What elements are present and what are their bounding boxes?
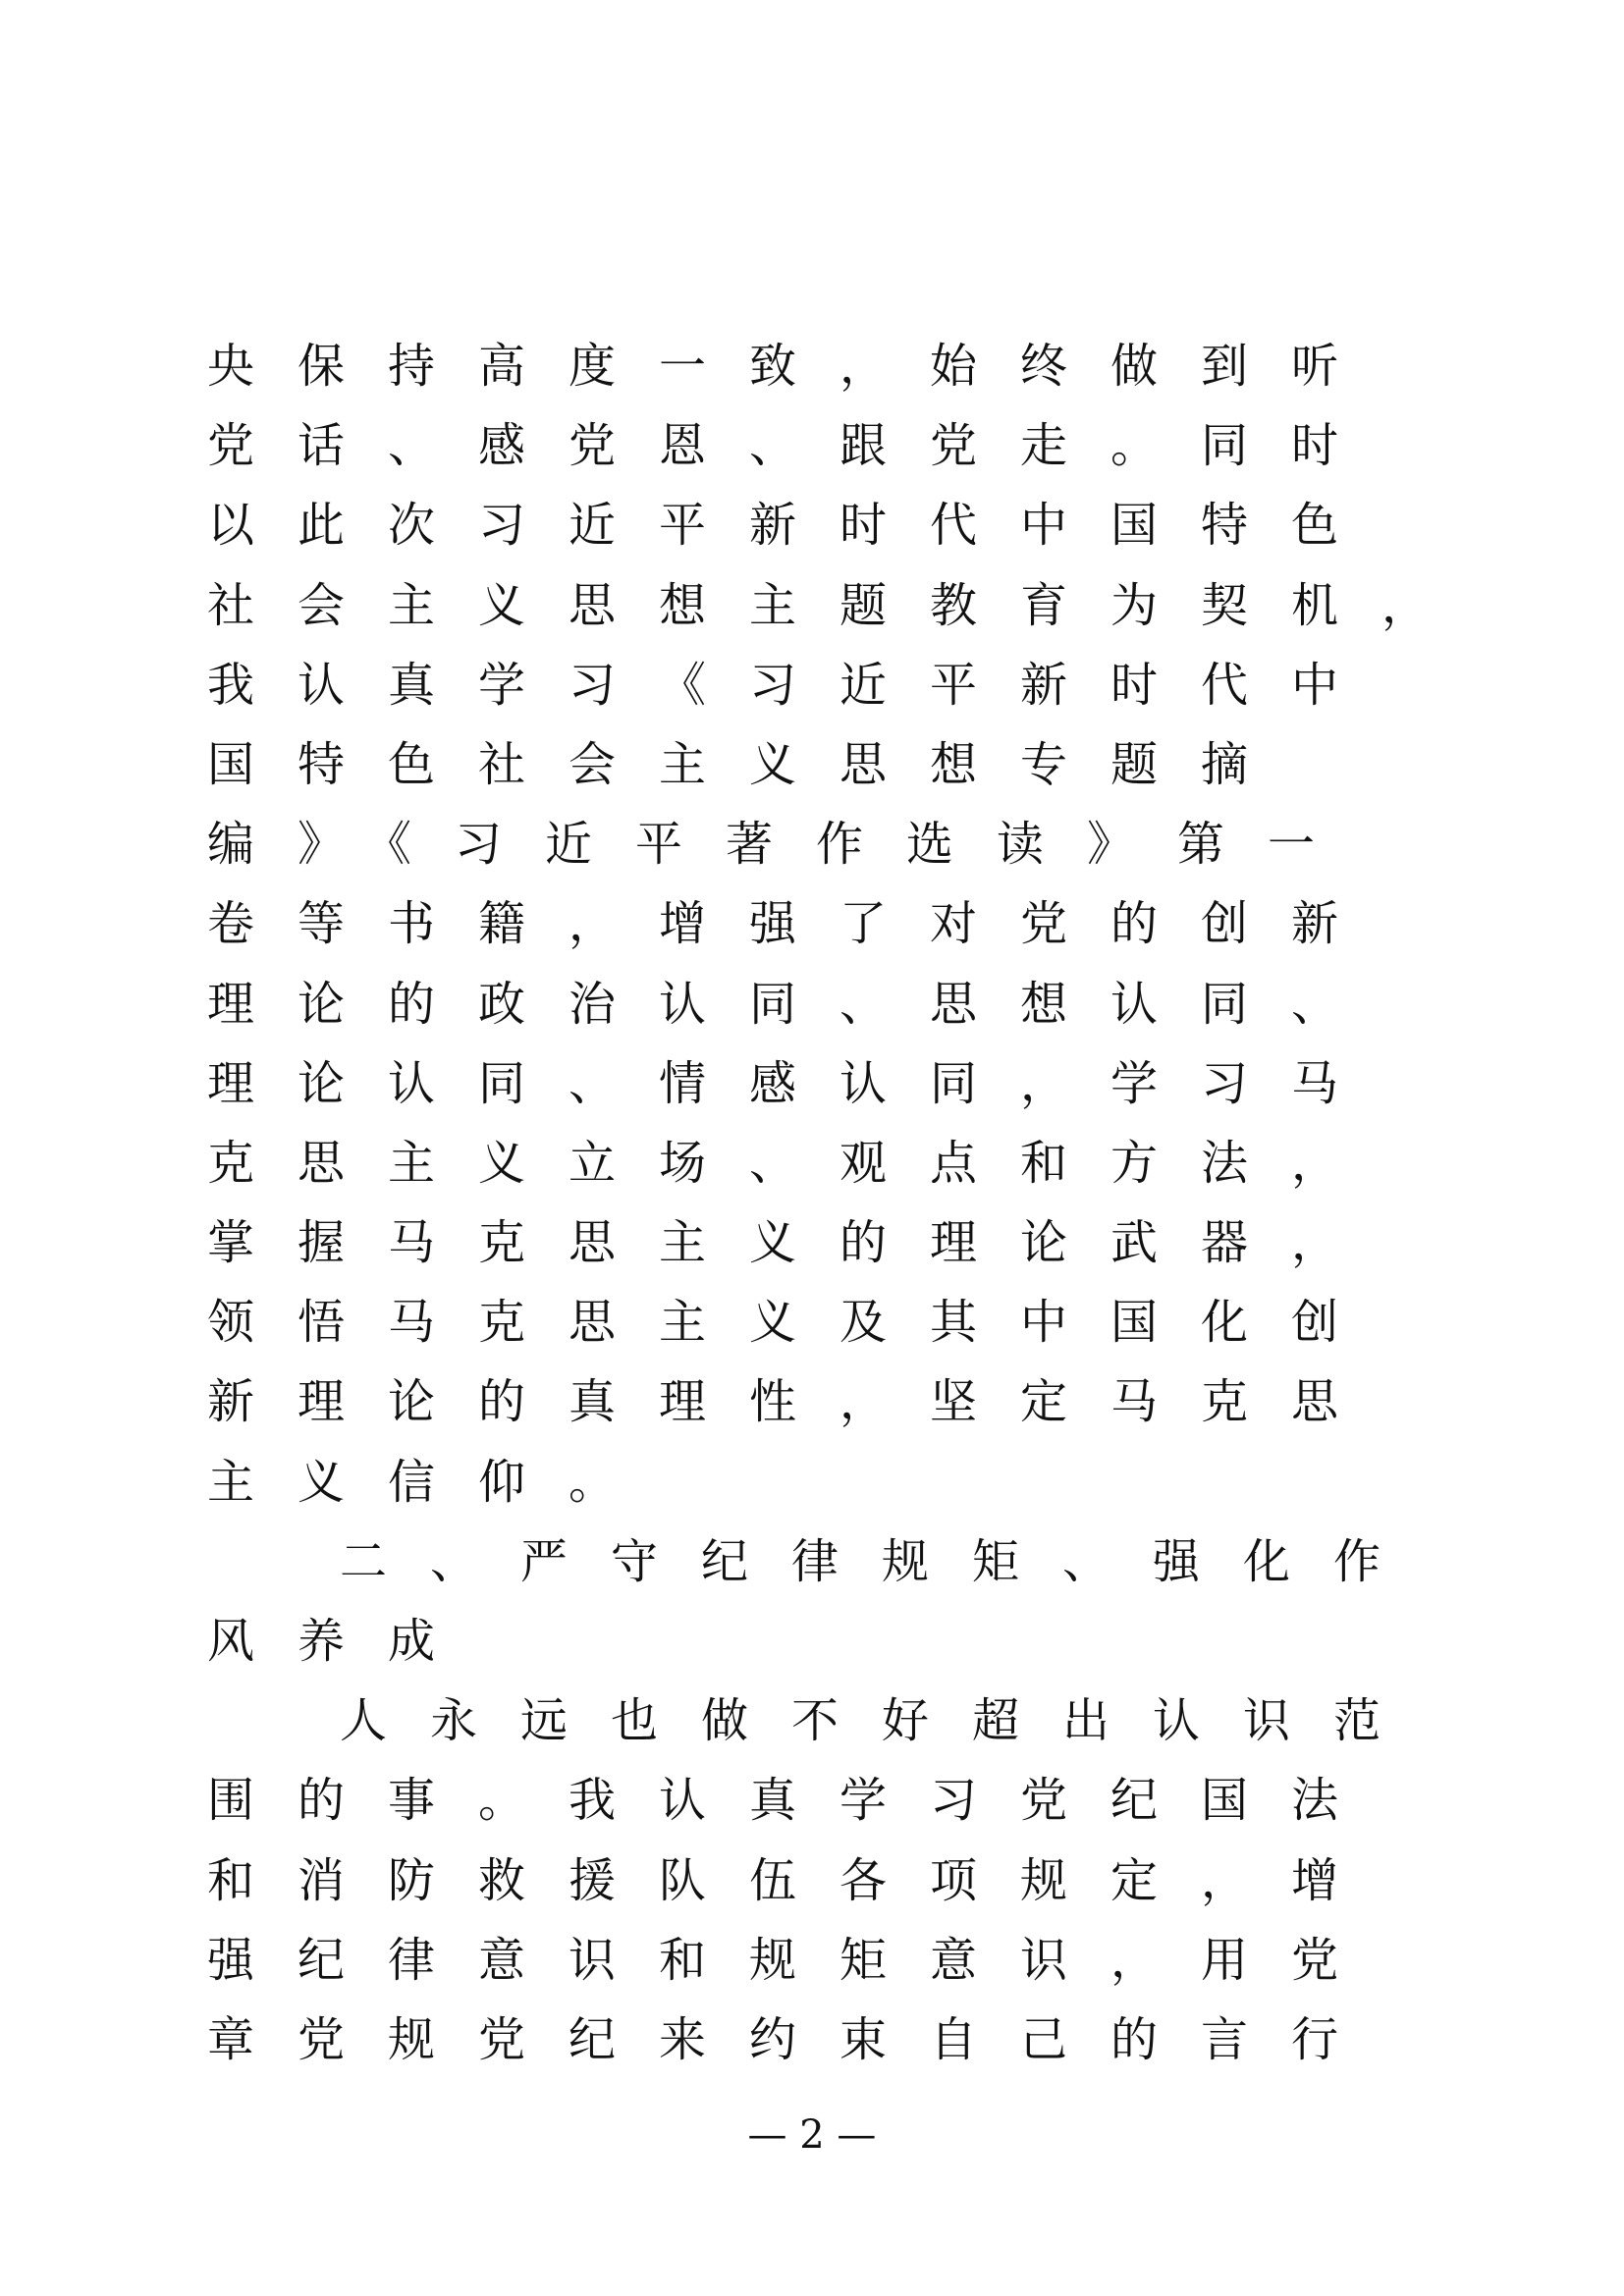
text-line: 领悟马克思主义及其中国化创 [207, 1295, 1382, 1351]
text-line: 人永远也做不好超出认识范 [340, 1693, 1425, 1749]
text-line: 我认真学习《习近平新时代中 [207, 657, 1382, 713]
text-line: 理论的政治认同、思想认同、 [207, 976, 1382, 1032]
text-line: 以此次习近平新时代中国特色 [207, 498, 1382, 554]
text-line: 新理论的真理性，坚定马克思 [207, 1374, 1382, 1430]
text-line: 主义信仰。 [207, 1454, 660, 1510]
text-line: 克思主义立场、观点和方法， [207, 1135, 1382, 1191]
text-line: 党话、感党恩、跟党走。同时 [207, 418, 1382, 474]
text-line: 国特色社会主义思想专题摘 [207, 736, 1292, 792]
text-line: 央保持高度一致，始终做到听 [207, 339, 1382, 394]
text-line: 围的事。我认真学习党纪国法 [207, 1773, 1382, 1829]
text-line: 章党规党纪来约束自己的言行 [207, 2011, 1382, 2067]
page-number: — 2 — [747, 2112, 877, 2158]
text-line: 卷等书籍，增强了对党的创新 [207, 896, 1382, 952]
text-line: 和消防救援队伍各项规定，增 [207, 1852, 1382, 1908]
text-line: 掌握马克思主义的理论武器， [207, 1215, 1382, 1271]
text-line: 社会主义思想主题教育为契机， [207, 577, 1473, 633]
text-line: 强纪律意识和规矩意识，用党 [207, 1932, 1382, 1988]
text-line: 理论认同、情感认同，学习马 [207, 1055, 1382, 1111]
text-line: 编》《习近平著作选读》第一 [207, 817, 1359, 873]
text-line: 风养成 [207, 1614, 479, 1669]
body-text [207, 327, 1473, 2080]
text-line: 二、严守纪律规矩、强化作 [340, 1533, 1425, 1589]
